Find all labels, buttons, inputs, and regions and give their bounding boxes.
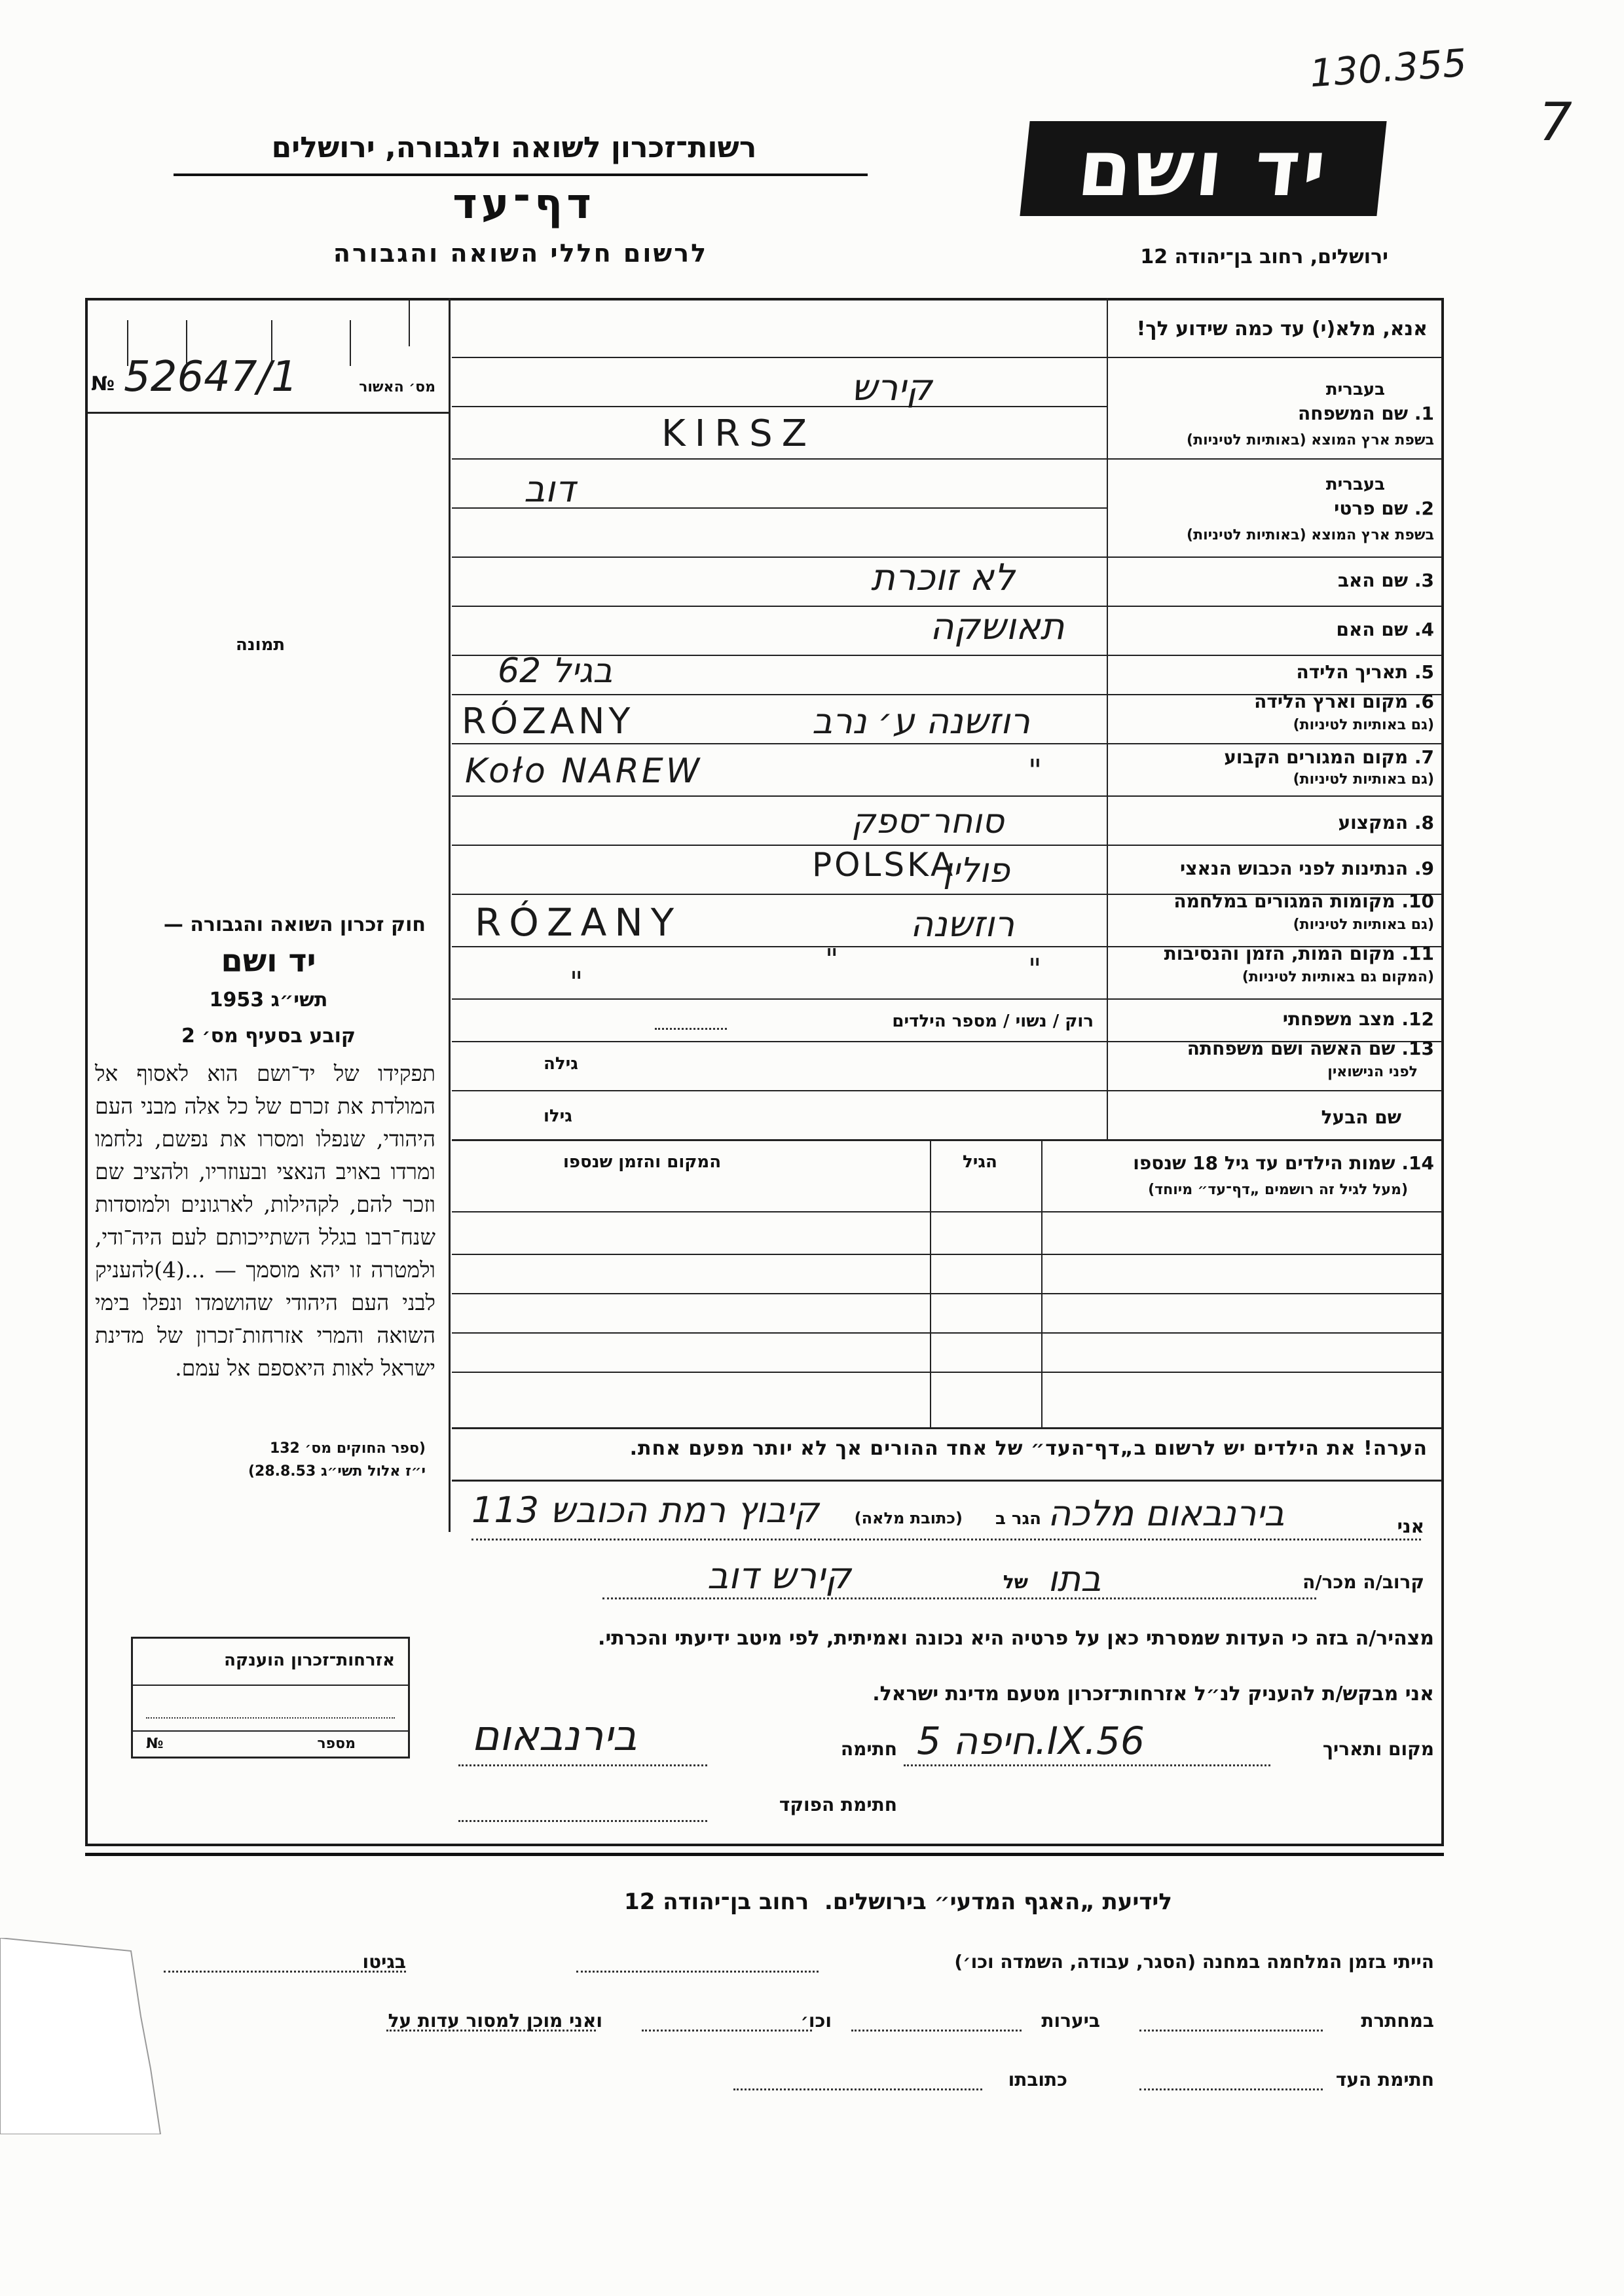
citizenship-box <box>131 1637 410 1758</box>
declarant-name[interactable]: בירנבאום מלכה <box>1048 1493 1285 1534</box>
sidebar-divider <box>449 298 451 1532</box>
footer-ready: ואני מוכן למסור עדות על <box>388 2010 602 2032</box>
field-7-ditto[interactable]: " <box>1028 753 1043 788</box>
place-date-value[interactable]: חיפה 5.IX.56 <box>917 1719 1145 1763</box>
footer-ghetto: בגיטו <box>362 1951 406 1973</box>
field-11-ditto-a[interactable]: " <box>825 943 839 976</box>
official-signature-label: חתימת הפוקד <box>779 1794 897 1815</box>
wife-age-label: גילה <box>544 1054 578 1074</box>
footer-etc: וכו׳ <box>800 2010 832 2032</box>
field-6-value-latin[interactable]: RÓZANY <box>462 701 635 742</box>
form-subtitle: לרשום חללי השואה והגבורה <box>333 239 709 268</box>
field-11-ditto-b[interactable]: " <box>1028 953 1042 986</box>
law-source: (ספר החוקים מס׳ 132 <box>269 1440 426 1457</box>
yad-vashem-logo <box>1020 121 1386 216</box>
field-11-ditto-c[interactable]: " <box>570 966 583 999</box>
law-year: תשי״ג 1953 <box>209 989 328 1011</box>
husband-label: שם הבעל <box>1321 1106 1401 1128</box>
field-1-sub: בשפת ארץ המוצא (באותיות לטיניות) <box>1187 432 1434 448</box>
field-7-label: 7. מקום המגורים הקבוע <box>1224 746 1434 768</box>
footer-line1: הייתי בזמן המלחמה במחנה (הסגר, עבודה, השמדה וכו׳) <box>954 1951 1434 1973</box>
field-3-label: 3. שם האב <box>1337 570 1434 591</box>
reference-number: 130.355 <box>1308 40 1468 96</box>
children-col-age: הגיל <box>963 1152 997 1172</box>
of-value[interactable]: קירש דוב <box>707 1555 851 1597</box>
children-col-place: המקום והזמן שנספו <box>563 1152 722 1172</box>
field-2-label: 2. שם פרטי <box>1334 498 1434 519</box>
declaration-statement: מצהיר/ה בזה כי העדות שמסרתי כאן על פרטיה היא נכונה ואמיתית, לפי מיטב ידיעתי והכרתי. <box>598 1627 1434 1650</box>
field-2-value-heb[interactable]: דוב <box>524 468 576 511</box>
header-rule <box>174 173 868 176</box>
authority-name: רשות־זכרון לשואה ולגבורה, ירושלים <box>271 131 757 164</box>
law-clause: קובע בסעיף מס׳ 2 <box>181 1025 356 1048</box>
field-1-value-latin[interactable]: KIRSZ <box>661 412 817 455</box>
field-12-label: 12. מצב משפחתי <box>1282 1008 1434 1030</box>
law-text: תפקידו של יד־ושם הוא לאסוף אל המולדת את זכרם של כל אלה מבני העם היהודי, שנפלו ומסרו את נפשם, נלחמו ומרדו באויב הנאצי ובעוזריו, ולהציב שם וזכר להם, לקהילות, לארגונים ולמוסדות שנח־רבו בגלל השתייכותם לעם היה־ודי, ולמטרה זו יהא מוסמך — ...(4)להעניק לבני העם היהודי שהושמדו ונפלו בימי השואה והמרי אזרחות־זכרון של מדינת ישראל לאות היאספם אל עמם. <box>95 1061 435 1381</box>
field-1-label: 1. שם המשפחה <box>1298 403 1434 424</box>
field-10-sub: (גם באותיות לטיניות) <box>1293 917 1434 933</box>
relative-value[interactable]: בתו <box>1048 1558 1101 1599</box>
photo-label: תמונה <box>236 635 286 655</box>
citizenship-box-no: № <box>146 1736 164 1752</box>
field-9-label: 9. הנתינות לפני הכבוש הנאצי <box>1180 858 1434 879</box>
field-11-sub: (המקום גם באותיות לטיניות) <box>1242 969 1434 985</box>
registry-label: מס׳ האשור <box>359 379 435 395</box>
field-9-value-heb[interactable]: פולין <box>943 851 1010 890</box>
signature-value[interactable]: בירנבאום <box>471 1712 637 1760</box>
law-source-date: י״ז אלול תשי״ג 28.8.53) <box>248 1463 426 1480</box>
footer-underground: במחתרת <box>1361 2010 1434 2032</box>
citizenship-box-title: אזרחות־זכרון הוענקה <box>224 1650 395 1670</box>
registry-number: 52647/1 <box>124 353 298 401</box>
field-9-value-latin[interactable]: POLSKA <box>812 846 956 884</box>
field-10-value-heb[interactable]: רוזשנה <box>910 903 1015 945</box>
field-13-sub: לפני הנישואין <box>1327 1064 1418 1080</box>
field-3-value[interactable]: לא זוכרת <box>871 556 1015 599</box>
citizenship-box-no-label: מספר <box>317 1736 356 1752</box>
children-title: 14. שמות הילדים עד גיל 18 שנספו <box>1133 1152 1434 1174</box>
declaration-ani: אני <box>1397 1516 1424 1537</box>
husband-age-label: גילו <box>544 1106 572 1126</box>
law-title: חוק זכרון השואה והגבורה — <box>163 913 426 936</box>
declaration-resides: הגר ב <box>995 1509 1041 1529</box>
relative-label: קרוב/ה מכר/ה <box>1302 1571 1424 1593</box>
form-title: דף־עד <box>452 180 595 228</box>
field-2-sub: בשפת ארץ המוצא (באותיות לטיניות) <box>1187 527 1434 543</box>
footer-forests: ביערות <box>1041 2010 1100 2032</box>
field-4-value[interactable]: תאושקה <box>930 606 1065 648</box>
field-12-options: רוק / נשוי / מספר הילדים <box>892 1011 1094 1031</box>
logo-text: יד ושם <box>1073 123 1333 213</box>
field-13-label: 13. שם האשה ושם משפחתה <box>1187 1038 1434 1059</box>
footer-witness-sig: חתימת העד <box>1335 2069 1434 2090</box>
law-name: יד ושם <box>221 943 316 979</box>
declarant-address[interactable]: קיבוץ רמת הכובש 113 <box>471 1489 819 1531</box>
declaration-request: אני מבקש/ת להעניק לנ״ל אזרחות־זכרון מטעם מדינת ישראל. <box>872 1683 1434 1705</box>
footer-address-label: כתובתו <box>1008 2069 1067 2090</box>
corner-mark: 7 <box>1539 92 1572 153</box>
field-7-sub: (גם באותיות לטיניות) <box>1293 771 1434 788</box>
field-5-value[interactable]: בגיל 62 <box>498 651 613 691</box>
field-2-heb-tag: בעברית <box>1325 475 1385 494</box>
header-address: ירושלים, רחוב בן־יהודה 12 <box>1140 246 1388 268</box>
place-date-label: מקום ותאריך <box>1322 1738 1434 1760</box>
field-1-value-heb[interactable]: קירש <box>851 367 932 409</box>
field-1-heb-tag: בעברית <box>1325 380 1385 399</box>
children-note: הערה! את הילדים יש לרשום ב„דף־העד״ של אחד ההורים אך לא יותר מפעם אחת. <box>629 1437 1428 1460</box>
signature-label: חתימה <box>840 1738 897 1760</box>
torn-edge <box>0 1938 170 2134</box>
field-6-label: 6. מקום וארץ הלידה <box>1254 691 1434 712</box>
intro-text: אנא, מלא(י) עד כמה שידוע לך! <box>1136 318 1428 340</box>
field-10-value-latin[interactable]: RÓZANY <box>475 900 682 945</box>
field-8-value[interactable]: סוחר־ספק <box>851 802 1005 841</box>
registry-no-symbol: № <box>91 373 115 395</box>
registry-box <box>88 301 449 414</box>
children-sub: (מעל לגיל זה רושמים „דף־עד״ מיוחד) <box>1148 1182 1408 1198</box>
footer-rule <box>85 1853 1444 1856</box>
field-6-value-heb[interactable]: רוזשנה ע׳ נרב <box>812 701 1030 742</box>
footer-title: לידיעת „האגף המדעי״ בירושלים. רחוב בן־יהודה 12 <box>624 1889 1172 1915</box>
field-7-value-latin[interactable]: Koło NAREW <box>465 752 703 791</box>
field-11-label: 11. מקום המות, הזמן והנסיבות <box>1164 943 1434 964</box>
label-divider <box>1107 298 1108 1139</box>
declaration-addr-hint: (כתובת מלאה) <box>854 1509 963 1527</box>
field-10-label: 10. מקומות המגורים במלחמה <box>1173 890 1434 912</box>
field-6-sub: (גם באותיות לטיניות) <box>1293 717 1434 733</box>
field-4-label: 4. שם האם <box>1336 619 1434 640</box>
declaration-of: של <box>1003 1571 1028 1593</box>
field-5-label: 5. תאריך הלידה <box>1296 661 1434 683</box>
field-8-label: 8. המקצוע <box>1338 812 1434 833</box>
